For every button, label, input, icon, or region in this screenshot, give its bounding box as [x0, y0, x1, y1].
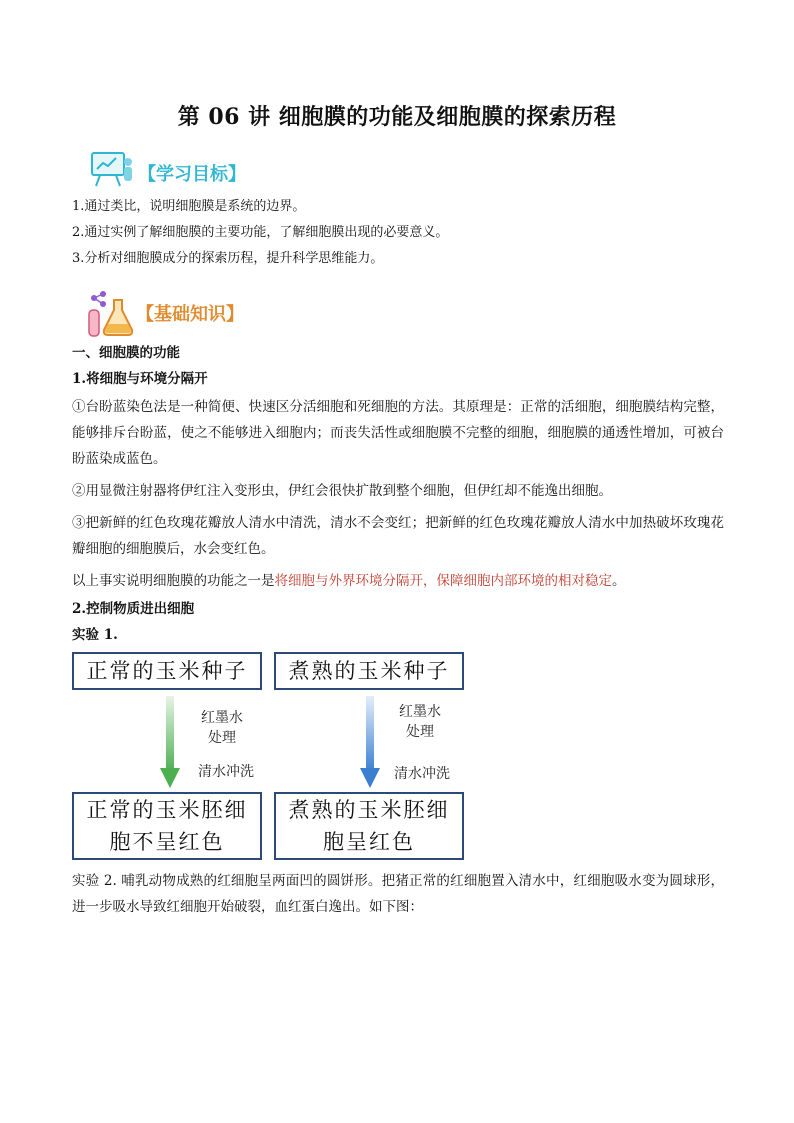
experiment2-text: 实验 2. 哺乳动物成熟的红细胞呈两面凹的圆饼形。把猪正常的红细胞置入清水中，红细胞吸水变为圆球形，进一步吸水导致红细胞开始破裂，血红蛋白逸出。如下图： [72, 873, 724, 915]
corn-seed-diagram [72, 652, 472, 862]
cooked-seed-box [274, 652, 464, 690]
paragraph-eosin: ②用显微注射器将伊红注入变形虫，伊红会很快扩散到整个细胞，但伊红却不能逸出细胞。 [72, 483, 612, 499]
cooked-result-box [274, 792, 464, 860]
conclusion-highlight: 将细胞与外界环境分隔开，保障细胞内部环境的相对稳定 [274, 573, 612, 589]
goal-item: 1.通过类比，说明细胞膜是系统的边界。 [72, 199, 306, 214]
right-down-arrow [360, 696, 380, 788]
sub1-title: 1.将细胞与环境分隔开 [72, 371, 208, 387]
left-treatment-note [190, 708, 254, 748]
lab-flask-icon [86, 290, 138, 338]
conclusion [72, 568, 724, 594]
cooked-seed-label: 煮熟的玉米种子 [288, 659, 450, 683]
note-treat: 处理 [208, 730, 236, 746]
paragraph-trypan-blue: ①台盼蓝染色法是一种简便、快速区分活细胞和死细胞的方法。其原理是：正常的活细胞，细胞膜结构完整，能够排斥台盼蓝，使之不能够进入细胞内；而丧失活性或细胞膜不完整的细胞，细胞膜的通透性增加，可被台盼蓝染成蓝色。 [72, 399, 724, 467]
presentation-board-icon [88, 150, 136, 190]
sub2-title: 2.控制物质进出细胞 [72, 601, 195, 617]
page-title: 第 06 讲 细胞膜的功能及细胞膜的探索历程 [177, 104, 617, 130]
cooked-result-line2: 胞呈红色 [323, 830, 415, 854]
goal-item: 3.分析对细胞膜成分的探索历程，提升科学思维能力。 [72, 251, 384, 266]
part1-title: 一、细胞膜的功能 [72, 345, 180, 361]
note-red-ink: 红墨水 [399, 704, 441, 720]
goals-list [72, 194, 448, 272]
left-down-arrow [160, 696, 180, 788]
right-treatment-note [388, 702, 452, 742]
normal-seed-label: 正常的玉米种子 [86, 659, 248, 683]
left-rinse-note: 清水冲洗 [198, 764, 254, 780]
cooked-result-line1: 煮熟的玉米胚细 [288, 798, 450, 822]
basics-heading: 【基础知识】 [136, 304, 244, 325]
goal-item: 2.通过实例了解细胞膜的主要功能，了解细胞膜出现的必要意义。 [72, 225, 449, 240]
conclusion-suffix: 。 [612, 573, 626, 589]
normal-seed-box [72, 652, 262, 690]
experiment1-label: 实验 1. [72, 627, 118, 643]
note-red-ink: 红墨水 [201, 710, 243, 726]
normal-result-line1: 正常的玉米胚细 [86, 798, 248, 822]
right-rinse-note: 清水冲洗 [394, 766, 450, 782]
goals-heading: 【学习目标】 [138, 164, 246, 185]
normal-result-line2: 胞不呈红色 [109, 830, 225, 854]
normal-result-box [72, 792, 262, 860]
conclusion-prefix: 以上事实说明细胞膜的功能之一是 [72, 573, 275, 589]
goals-section-header [88, 150, 288, 194]
note-treat: 处理 [406, 724, 434, 740]
basics-section-header [86, 290, 286, 334]
paragraph-rose-petal: ③把新鲜的红色玫瑰花瓣放人清水中清洗，清水不会变红；把新鲜的红色玫瑰花瓣放人清水中加热破坏玫瑰花瓣细胞的细胞膜后，水会变红色。 [72, 515, 724, 557]
